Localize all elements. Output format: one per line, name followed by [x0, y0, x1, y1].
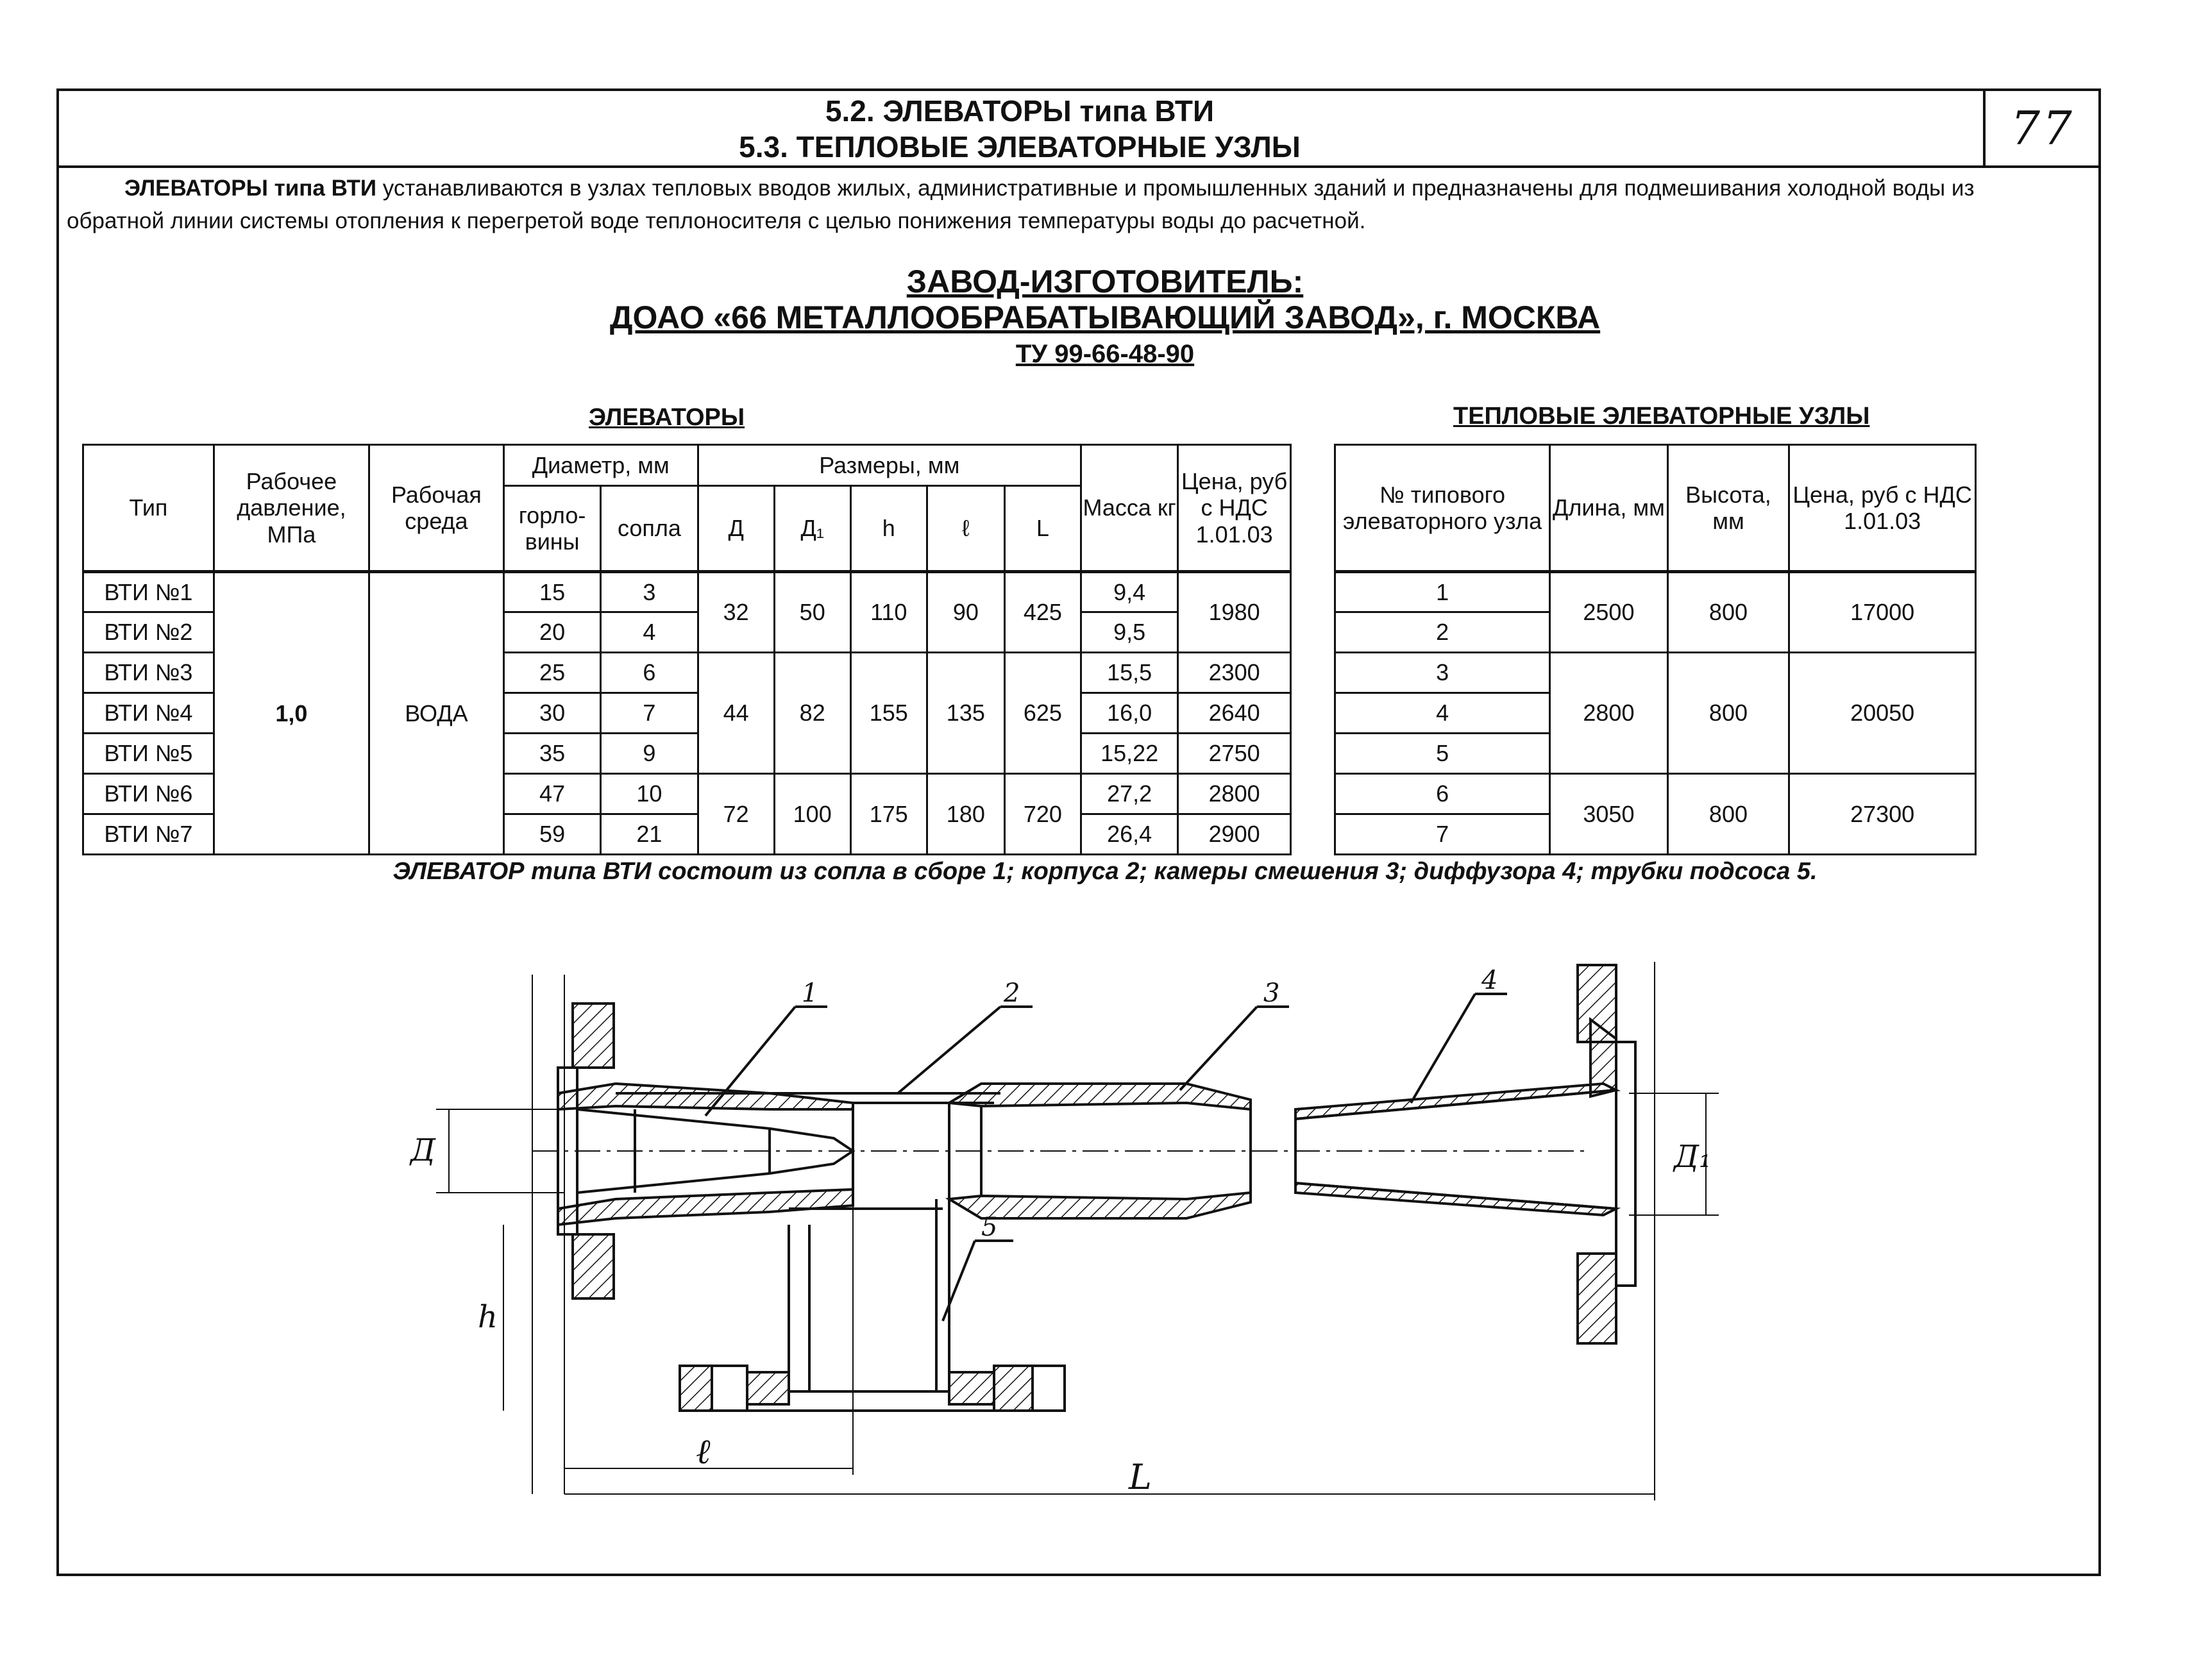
table-row-type: ВТИ №5 [83, 734, 214, 774]
table-cell-mass: 15,5 [1081, 653, 1177, 693]
table-cell-nozzle: 3 [601, 572, 698, 612]
table-cell-mass: 16,0 [1081, 693, 1177, 734]
table-cell-height: 800 [1667, 653, 1789, 774]
table-cell-mass: 26,4 [1081, 814, 1177, 855]
table-cell-nozzle: 10 [601, 774, 698, 814]
intro-lead: ЭЛЕВАТОРЫ типа ВТИ [124, 176, 377, 201]
header-D1: Д₁ [774, 486, 850, 572]
table-cell-length: 2500 [1550, 572, 1668, 653]
table-cell-D: 72 [698, 774, 774, 855]
manufacturer-label: ЗАВОД-ИЗГОТОВИТЕЛЬ: [906, 264, 1304, 299]
table-cell-mass: 27,2 [1081, 774, 1177, 814]
table-cell-price: 2750 [1178, 734, 1291, 774]
header-height: Высота, мм [1667, 445, 1789, 572]
manufacturer-name: ДОАО «66 МЕТАЛЛООБРАБАТЫВАЮЩИЙ ЗАВОД», г. МОСКВА [609, 299, 1601, 335]
header-price: Цена, руб с НДС 1.01.03 [1178, 445, 1291, 572]
section-title-5-2: 5.2. ЭЛЕВАТОРЫ типа ВТИ [825, 94, 1215, 128]
header-h: h [850, 486, 927, 572]
dim-label-l: ℓ [696, 1431, 711, 1472]
header-node-price: Цена, руб с НДС 1.01.03 [1789, 445, 1976, 572]
leader-label-2: 2 [1004, 979, 1020, 1008]
table-row-type: ВТИ №4 [83, 693, 214, 734]
table-cell-node-price: 20050 [1789, 653, 1976, 774]
leader-label-3: 3 [1263, 979, 1280, 1008]
header-mass: Масса кг [1081, 445, 1177, 572]
table-cell-throat: 15 [503, 572, 600, 612]
table-cell-throat: 35 [503, 734, 600, 774]
page-number: 77 [2011, 101, 2075, 155]
table-cell-mass: 15,22 [1081, 734, 1177, 774]
table-cell-nozzle: 6 [601, 653, 698, 693]
manufacturer-spec: ТУ 99-66-48-90 [1015, 340, 1195, 368]
table-cell-h: 155 [850, 653, 927, 774]
table-cell-throat: 20 [503, 612, 600, 653]
table-row-type: ВТИ №1 [83, 572, 214, 612]
table-row-type: ВТИ №3 [83, 653, 214, 693]
elevators-caption: ЭЛЕВАТОРЫ [589, 404, 745, 431]
table-cell-throat: 59 [503, 814, 600, 855]
table-cell-nozzle: 4 [601, 612, 698, 653]
dim-label-L: L [1129, 1457, 1152, 1497]
table-cell-D: 32 [698, 572, 774, 653]
table-cell-node-num: 7 [1335, 814, 1550, 855]
table-cell-price: 2900 [1178, 814, 1291, 855]
table-cell-L: 720 [1004, 774, 1081, 855]
header-L: L [1004, 486, 1081, 572]
table-cell-length: 2800 [1550, 653, 1668, 774]
table-row-type: ВТИ №2 [83, 612, 214, 653]
table-cell-price: 2300 [1178, 653, 1291, 693]
leader-label-4: 4 [1481, 966, 1498, 995]
leader-label-5: 5 [981, 1213, 998, 1242]
table-cell-l: 180 [927, 774, 1004, 855]
table-cell-price: 2800 [1178, 774, 1291, 814]
dim-label-D: Д [410, 1132, 436, 1168]
table-cell-nozzle: 9 [601, 734, 698, 774]
leader-label-1: 1 [802, 979, 818, 1008]
table-cell-node-num: 4 [1335, 693, 1550, 734]
table-cell-D: 44 [698, 653, 774, 774]
table-cell-height: 800 [1667, 572, 1789, 653]
table-cell-D1: 100 [774, 774, 850, 855]
dim-label-h: h [478, 1299, 498, 1335]
table-cell-node-price: 27300 [1789, 774, 1976, 855]
table-cell-node-num: 5 [1335, 734, 1550, 774]
table-cell-h: 110 [850, 572, 927, 653]
header-l: ℓ [927, 486, 1004, 572]
table-cell-D1: 50 [774, 572, 850, 653]
header-nozzle: сопла [601, 486, 698, 572]
table-cell-node-price: 17000 [1789, 572, 1976, 653]
header-pressure: Рабочее давление, МПа [214, 445, 369, 572]
header-D: Д [698, 486, 774, 572]
table-cell-node-num: 2 [1335, 612, 1550, 653]
table-cell-node-num: 3 [1335, 653, 1550, 693]
header-throat: горло-вины [503, 486, 600, 572]
pressure-value: 1,0 [214, 572, 369, 855]
table-cell-throat: 47 [503, 774, 600, 814]
medium-value: ВОДА [369, 572, 504, 855]
nodes-caption: ТЕПЛОВЫЕ ЭЛЕВАТОРНЫЕ УЗЛЫ [1453, 403, 1870, 430]
table-cell-L: 425 [1004, 572, 1081, 653]
table-cell-L: 625 [1004, 653, 1081, 774]
header-type: Тип [83, 445, 214, 572]
table-cell-nozzle: 7 [601, 693, 698, 734]
table-cell-D1: 82 [774, 653, 850, 774]
header-node-num: № типового элеваторного узла [1335, 445, 1550, 572]
intro-text: устанавливаются в узлах тепловых вводов жилых, административные и промышленных зданий и предназначены для подмешивания холодной воды из обратной линии системы отопления к перегретой воде теплоносителя с целью понижения температуры воды до расчетной. [67, 176, 1975, 233]
section-title-5-3: 5.3. ТЕПЛОВЫЕ ЭЛЕВАТОРНЫЕ УЗЛЫ [739, 130, 1301, 164]
table-cell-mass: 9,5 [1081, 612, 1177, 653]
table-cell-length: 3050 [1550, 774, 1668, 855]
table-cell-node-num: 6 [1335, 774, 1550, 814]
table-row-type: ВТИ №6 [83, 774, 214, 814]
table-cell-node-num: 1 [1335, 572, 1550, 612]
table-cell-h: 175 [850, 774, 927, 855]
table-cell-l: 90 [927, 572, 1004, 653]
table-cell-price: 1980 [1178, 572, 1291, 653]
table-cell-nozzle: 21 [601, 814, 698, 855]
table-cell-mass: 9,4 [1081, 572, 1177, 612]
header-diameter: Диаметр, мм [503, 445, 698, 486]
header-medium: Рабочая среда [369, 445, 504, 572]
header-length: Длина, мм [1550, 445, 1668, 572]
dim-label-D1: Д₁ [1674, 1139, 1712, 1175]
table-cell-throat: 30 [503, 693, 600, 734]
table-row-type: ВТИ №7 [83, 814, 214, 855]
table-cell-height: 800 [1667, 774, 1789, 855]
header-sizes: Размеры, мм [698, 445, 1081, 486]
table-cell-throat: 25 [503, 653, 600, 693]
table-cell-l: 135 [927, 653, 1004, 774]
table-cell-price: 2640 [1178, 693, 1291, 734]
composition-note: ЭЛЕВАТОР типа ВТИ состоит из сопла в сборе 1; корпуса 2; камеры смешения 3; диффузора 4; трубки подсоса 5. [392, 858, 1818, 885]
